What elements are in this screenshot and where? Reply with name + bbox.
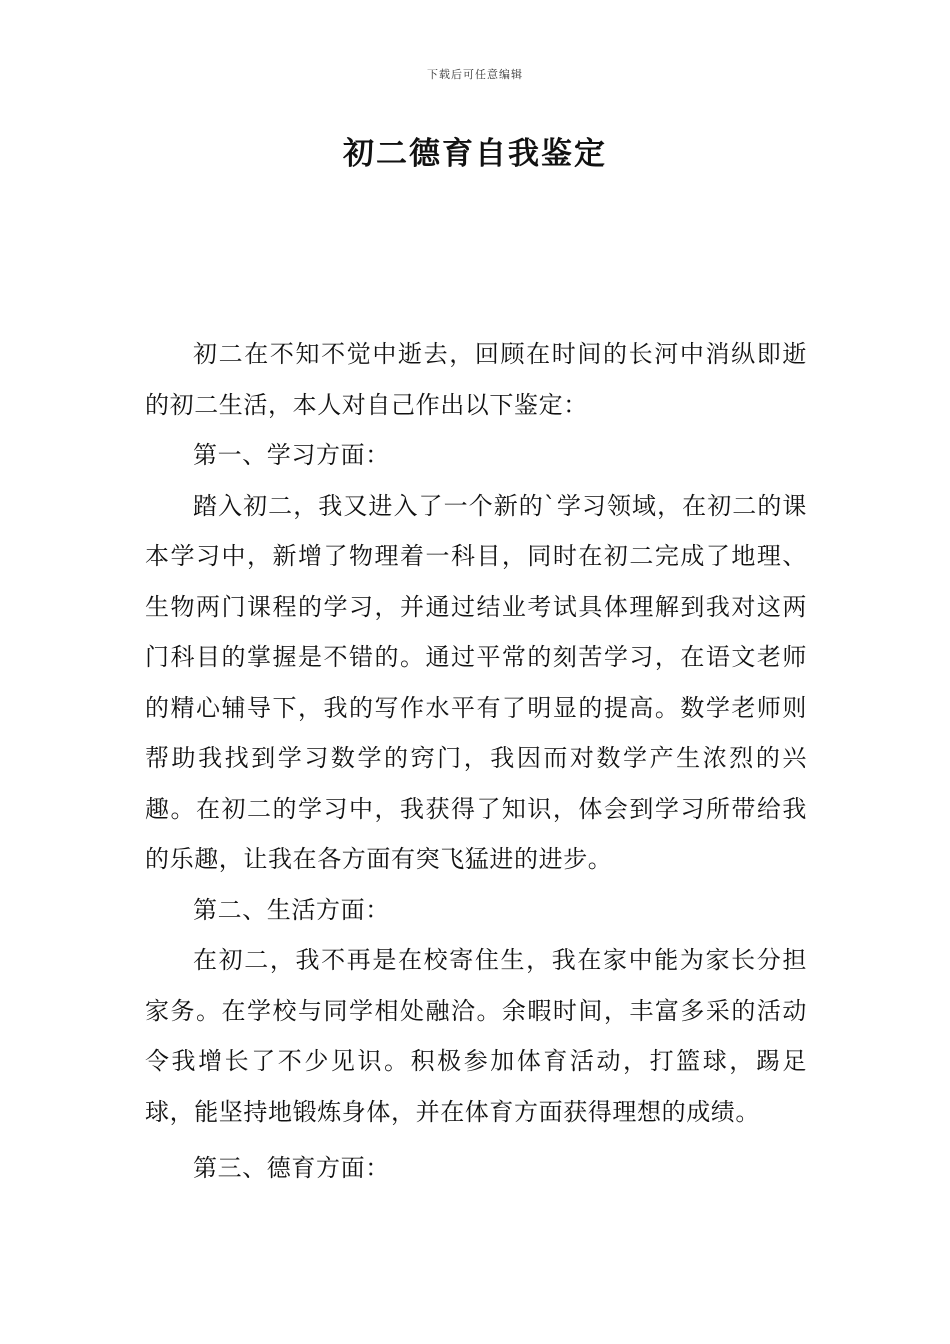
paragraph-intro: 初二在不知不觉中逝去，回顾在时间的长河中消纵即逝的初二生活，本人对自己作出以下鉴定： xyxy=(145,340,807,419)
header-note: 下载后可任意编辑 xyxy=(427,68,523,81)
section-heading-moral: 第三、德育方面： xyxy=(193,1154,390,1182)
section-heading-study: 第一、学习方面： xyxy=(193,441,390,469)
document-body xyxy=(145,329,807,1194)
section-heading-life: 第二、生活方面： xyxy=(193,895,390,924)
paragraph-life: 在初二，我不再是在校寄住生，我在家中能为家长分担家务。在学校与同学相处融洽。余暇时间，丰富多采的活动令我增长了不少见识。积极参加体育活动，打篮球，踢足球，能坚持地锻炼身体，并在体育方面获得理想的成绩。 xyxy=(145,946,807,1126)
document-title: 初二德育自我鉴定 xyxy=(343,136,607,172)
paragraph-study: 踏入初二，我又进入了一个新的`学习领域，在初二的课本学习中，新增了物理着一科目，同时在初二完成了地理、生物两门课程的学习，并通过结业考试具体理解到我对这两门科目的掌握是不错的。通过平常的刻苦学习，在语文老师的精心辅导下，我的写作水平有了明显的提高。数学老师则帮助我找到学习数学的窍门，我因而对数学产生浓烈的兴趣。在初二的学习中，我获得了知识，体会到学习所带给我的乐趣，让我在各方面有突飞猛进的进步。 xyxy=(145,491,807,873)
